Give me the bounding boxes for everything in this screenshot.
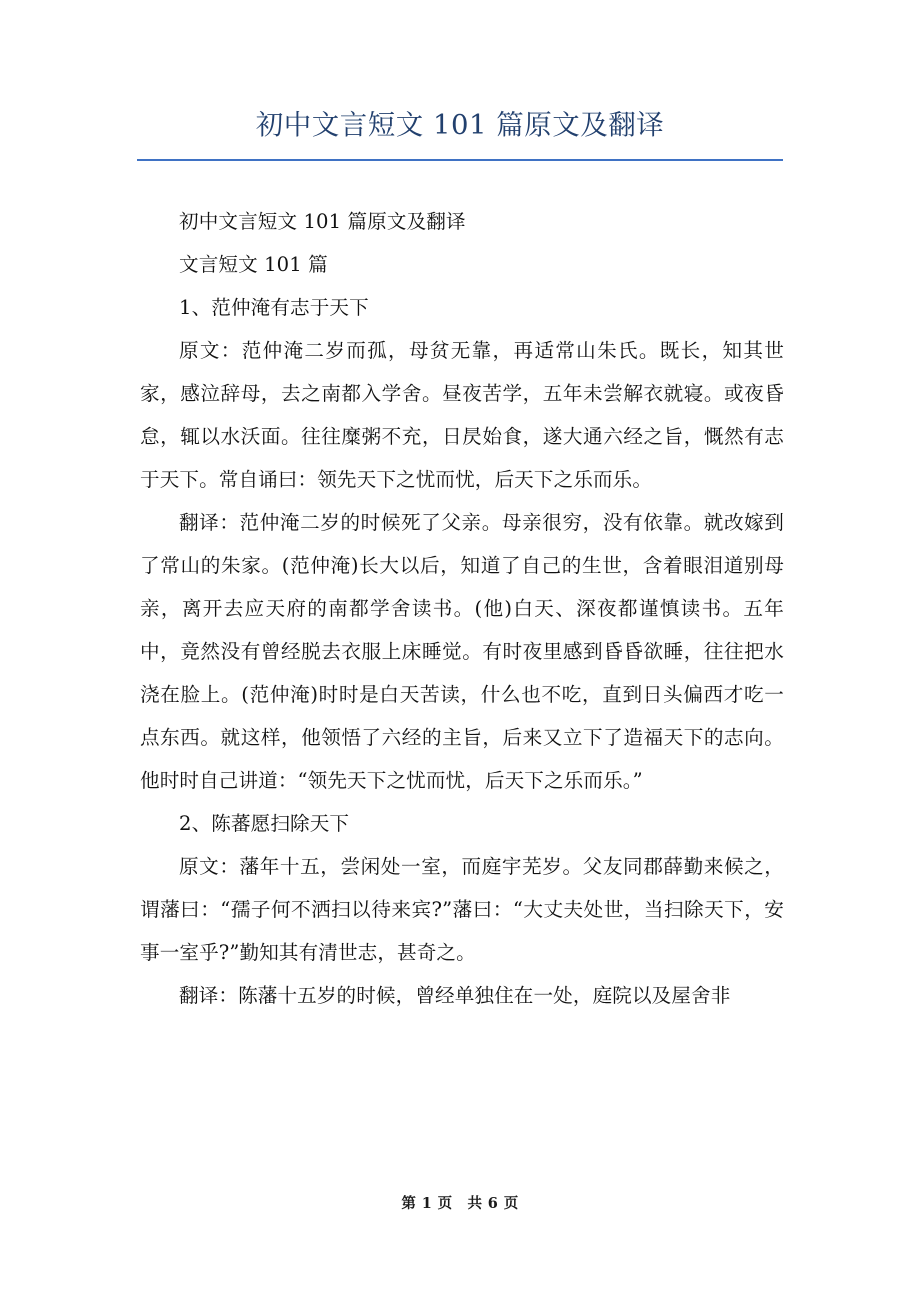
section-2-translation: 翻译：陈藩十五岁的时候，曾经单独住在一处，庭院以及屋舍非 xyxy=(179,984,731,1007)
section-2-original-text: 原文：藩年十五，尝闲处一室，而庭宇芜岁。父友同郡薛勤来候之，谓藩曰：“孺子何不洒扫以待来宾?”藩曰：“大丈夫处世，当扫除天下，安事一室乎?”勤知其有清世志，甚奇之。 xyxy=(140,855,784,964)
section-heading-1: 1、范仲淹有志于天下 xyxy=(179,296,369,319)
title-block xyxy=(137,108,783,161)
page-footer xyxy=(0,1192,920,1213)
paragraph-heading-repeat: 初中文言短文 101 篇原文及翻译 xyxy=(179,210,466,233)
page-title: 初中文言短文 101 篇原文及翻译 xyxy=(255,109,665,141)
page-number-label: 第 1 页 共 6 页 xyxy=(401,1195,519,1212)
paragraph-collection-label: 文言短文 101 篇 xyxy=(179,253,328,276)
title-divider xyxy=(137,159,783,161)
document-body xyxy=(140,200,784,1017)
section-1-translation: 翻译：范仲淹二岁的时候死了父亲。母亲很穷，没有依靠。就改嫁到了常山的朱家。(范仲淹)长大以后，知道了自己的生世，含着眼泪道别母亲，离开去应天府的南都学舍读书。(他)白天、深夜都谨慎读书。五年中，竟然没有曾经脱去衣服上床睡觉。有时夜里感到昏昏欲睡，往往把水浇在脸上。(范仲淹)时时是白天苦读，什么也不吃，直到日头偏西才吃一点东西。就这样，他领悟了六经的主旨，后来又立下了造福天下的志向。他时时自己讲道：“领先天下之忧而忧，后天下之乐而乐。” xyxy=(140,511,784,792)
section-1-original-text: 原文：范仲淹二岁而孤，母贫无靠，再适常山朱氏。既长，知其世家，感泣辞母，去之南都入学舍。昼夜苦学，五年未尝解衣就寝。或夜昏怠，辄以水沃面。往往糜粥不充，日昃始食，遂大通六经之旨，慨然有志于天下。常自诵曰：领先天下之忧而忧，后天下之乐而乐。 xyxy=(140,339,784,491)
section-heading-2: 2、陈蕃愿扫除天下 xyxy=(179,812,350,835)
